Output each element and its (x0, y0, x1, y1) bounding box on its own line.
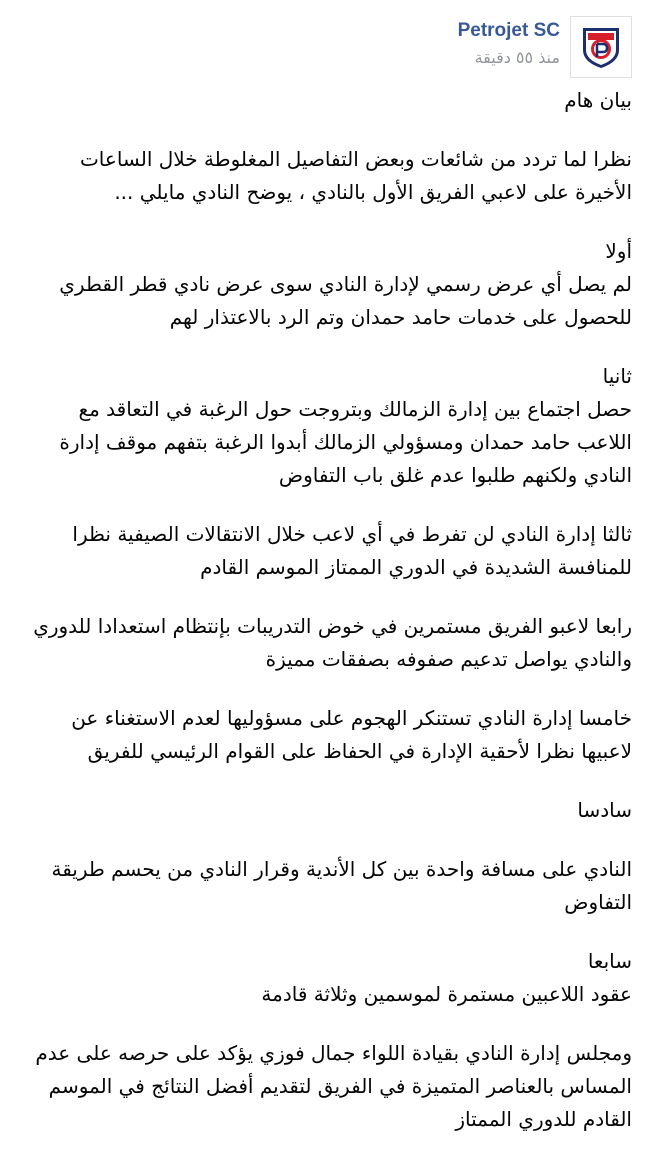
page-name-link[interactable]: Petrojet SC (457, 20, 560, 41)
post-paragraph: ثانيا حصل اجتماع بين إدارة الزمالك وبتروجت حول الرغبة في التعاقد مع اللاعب حامد حمدان ومسؤولي الزمالك أبدوا الرغبة بتفهم موقف إدارة النادي ولكنهم طلبوا عدم غلق باب التفاوض (59, 364, 632, 487)
post-paragraph: رابعا لاعبو الفريق مستمرين في خوض التدريبات بإنتظام استعدادا للدوري والنادي يواصل تدعيم صفوفه بصفقات مميزة (33, 614, 632, 671)
post-header (0, 0, 656, 82)
post-paragraph: نظرا لما تردد من شائعات وبعض التفاصيل المغلوطة خلال الساعات الأخيرة على لاعبي الفريق الأول بالنادي ، يوضح النادي مايلي ... (79, 147, 632, 204)
post-paragraph: سادسا (577, 798, 632, 822)
post-paragraph: خامسا إدارة النادي تستنكر الهجوم على مسؤوليها لعدم الاستغناء عن لاعبيها نظرا لأحقية الإدارة في الحفاظ على القوام الرئيسي للفريق (71, 706, 632, 763)
post-paragraph: بيان هام (564, 88, 632, 112)
page-avatar[interactable] (570, 16, 632, 78)
post-paragraph: النادي على مسافة واحدة بين كل الأندية وقرار النادي من يحسم طريقة التفاوض (51, 857, 632, 914)
petrojet-logo-icon (579, 24, 623, 70)
post-paragraph: ومجلس إدارة النادي بقيادة اللواء جمال فوزي يؤكد على حرصه على عدم المساس بالعناصر المتميزة في الفريق لتقديم أفضل النتائج في الموسم القادم للدوري الممتاز (35, 1041, 632, 1131)
post-paragraph: أولا لم يصل أي عرض رسمي لإدارة النادي سوى عرض نادي قطر القطري للحصول على خدمات حامد حمدان وتم الرد بالاعتذار لهم (59, 239, 632, 329)
post-paragraph: ثالثا إدارة النادي لن تفرط في أي لاعب خلال الانتقالات الصيفية نظرا للمنافسة الشديدة في الدوري الممتاز الموسم القادم (72, 522, 632, 579)
post-body (20, 84, 632, 1162)
post-timestamp[interactable]: منذ ٥٥ دقيقة (474, 48, 560, 67)
post-paragraph: سابعا عقود اللاعبين مستمرة لموسمين وثلاثة قادمة (261, 949, 632, 1006)
